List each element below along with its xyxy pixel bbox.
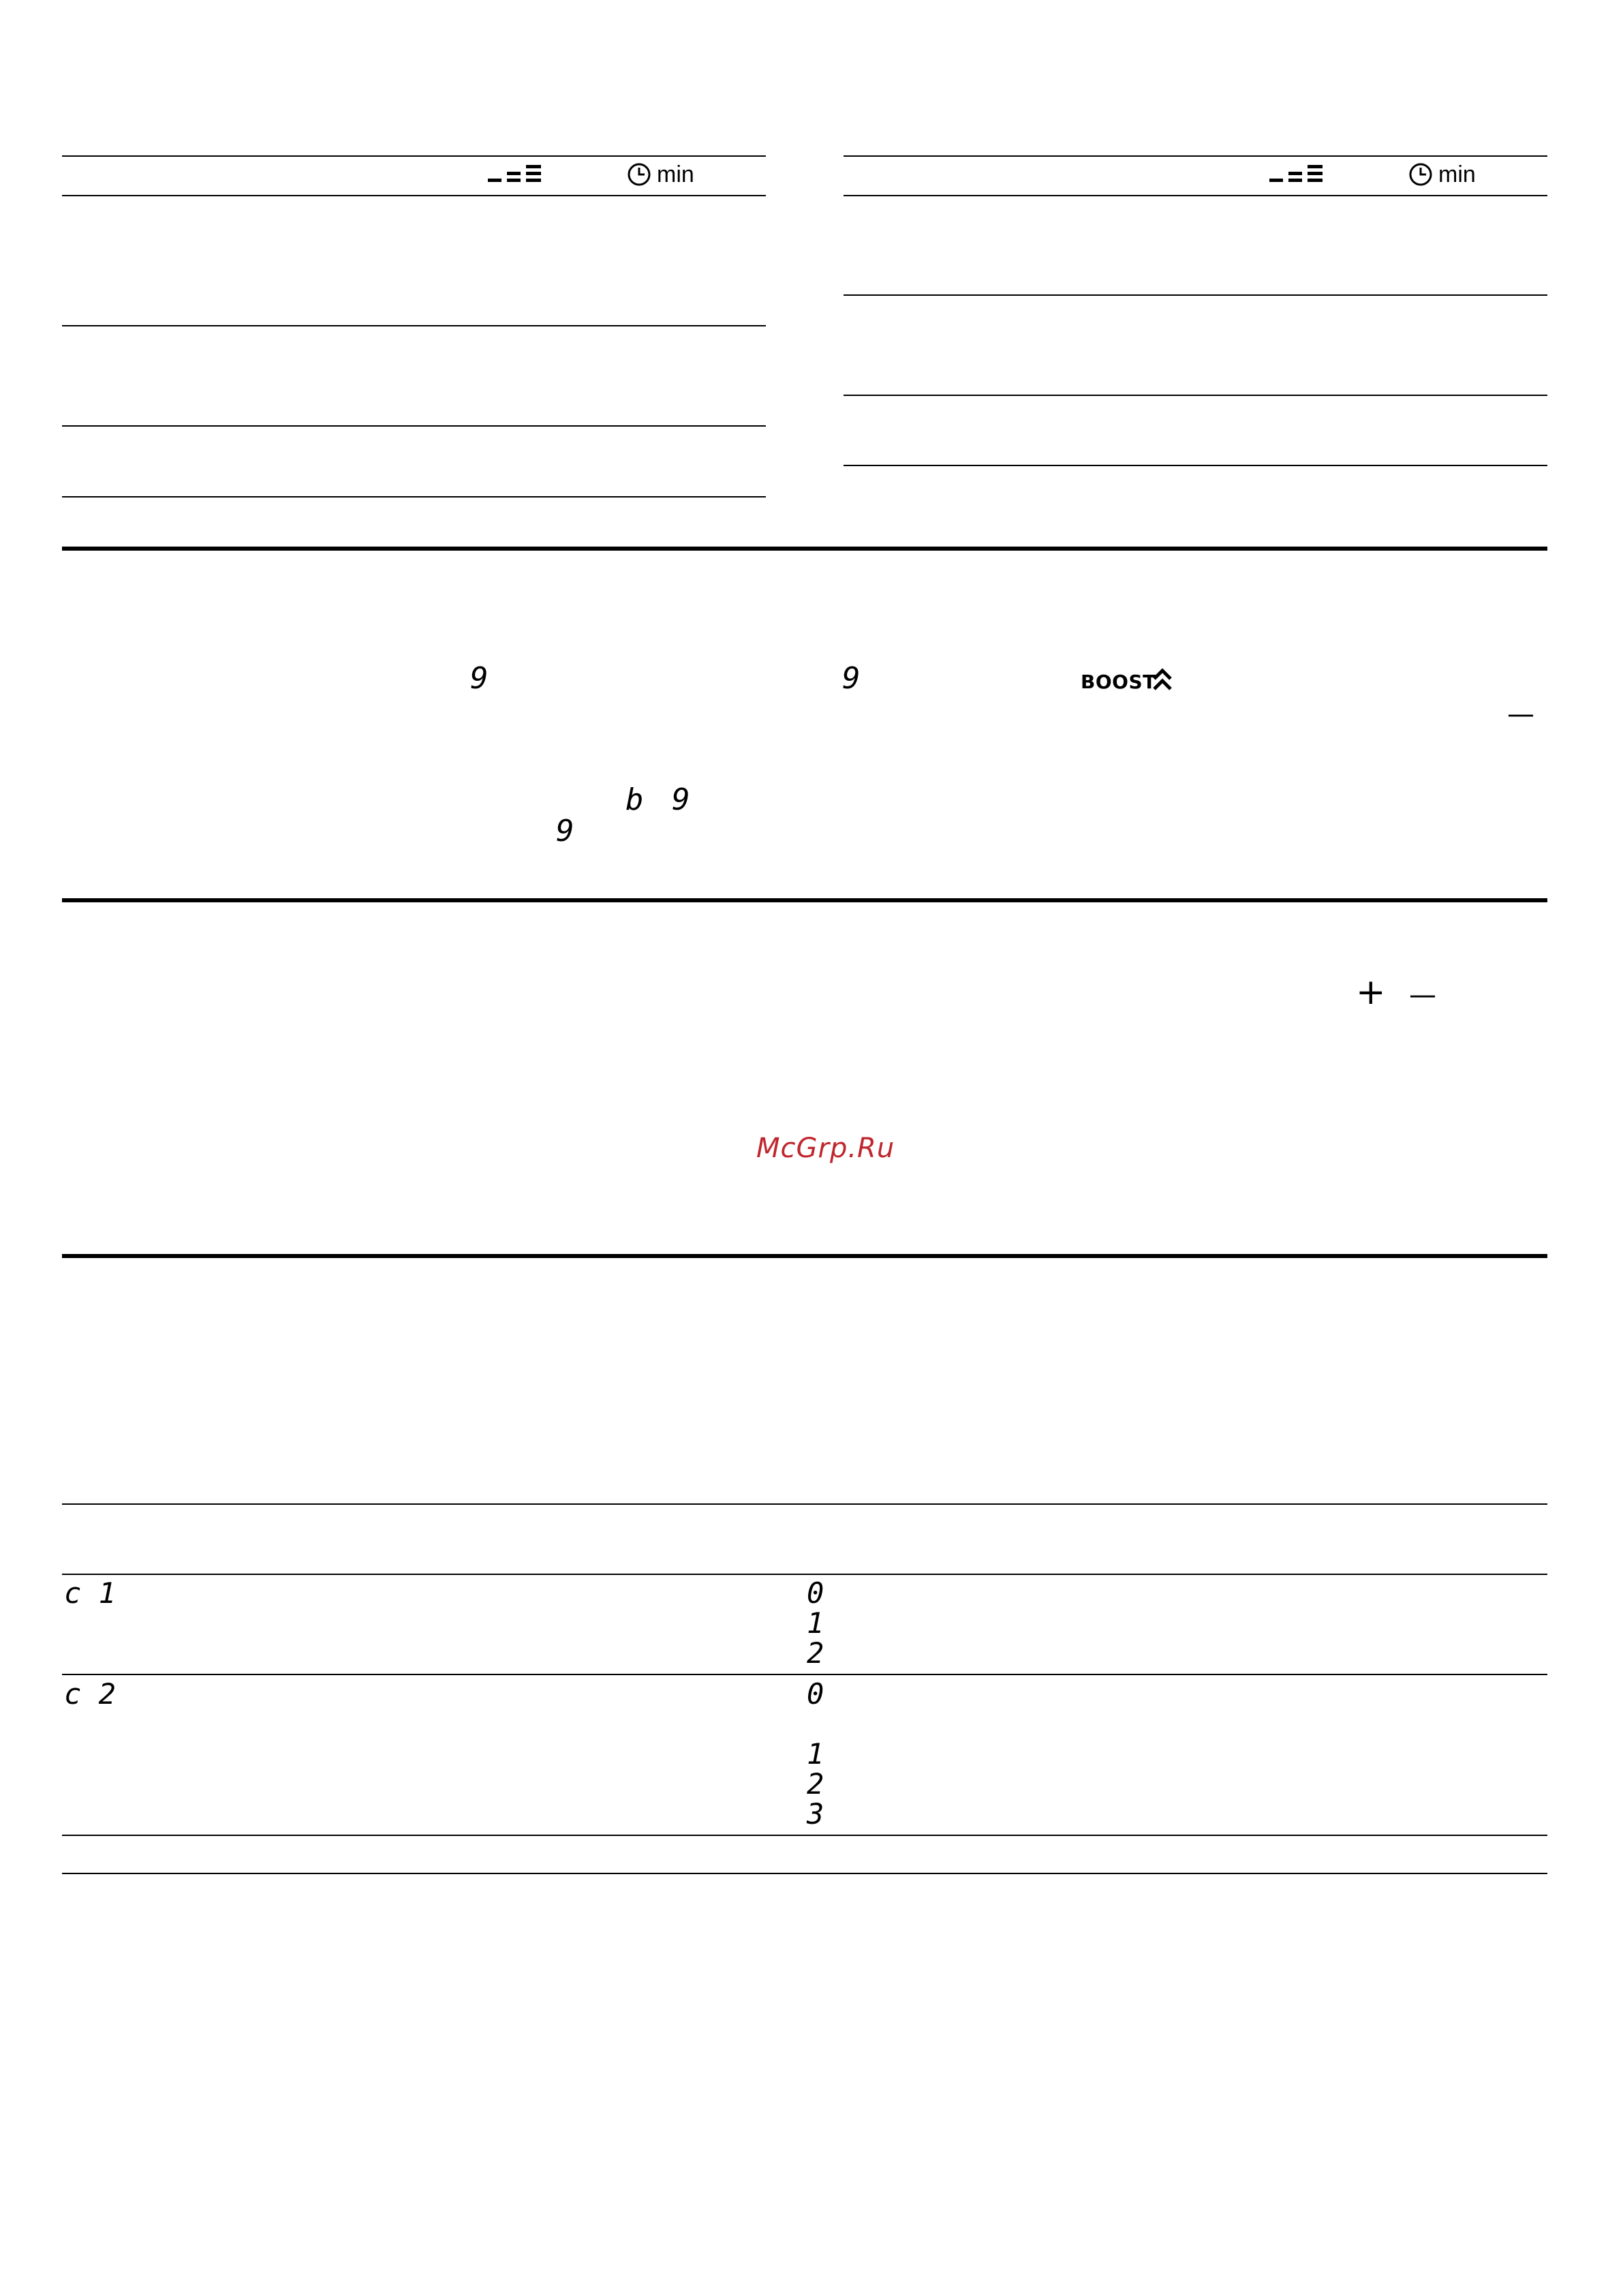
settings-table-header-rule bbox=[62, 1574, 1547, 1575]
left-time-unit: min bbox=[657, 162, 694, 187]
section-divider bbox=[62, 898, 1547, 902]
right-table-header-rule bbox=[844, 195, 1547, 196]
clock-icon bbox=[1408, 162, 1433, 187]
settings-table-row-rule bbox=[62, 1674, 1547, 1675]
setting-value: 2 bbox=[807, 1636, 824, 1670]
settings-table-top-rule bbox=[62, 1503, 1547, 1505]
boost-label: BOOST bbox=[1081, 671, 1156, 693]
setting-code: c 2 bbox=[64, 1677, 116, 1711]
right-table-row-rule bbox=[844, 395, 1547, 396]
right-table-row-rule bbox=[844, 465, 1547, 466]
setting-value: 0 bbox=[807, 1576, 824, 1610]
watermark: McGrp.Ru bbox=[756, 1133, 895, 1164]
section-divider bbox=[62, 547, 1547, 551]
right-table-row-rule bbox=[844, 294, 1547, 296]
settings-table-bottom-rule bbox=[62, 1873, 1547, 1874]
left-table-top-rule bbox=[62, 155, 766, 157]
setting-value: 1 bbox=[807, 1606, 824, 1640]
display-letter-b: b bbox=[625, 782, 644, 817]
right-table-top-rule bbox=[844, 155, 1547, 157]
settings-table-row-rule bbox=[62, 1835, 1547, 1836]
plus-symbol: + bbox=[1356, 972, 1386, 1013]
setting-value: 2 bbox=[807, 1767, 824, 1801]
minus-symbol: — bbox=[1507, 699, 1534, 730]
clock-icon bbox=[627, 162, 651, 187]
setting-code: c 1 bbox=[64, 1576, 116, 1610]
left-table-row-rule bbox=[62, 325, 766, 326]
power-levels-icon bbox=[486, 162, 545, 187]
power-levels-icon bbox=[1268, 162, 1327, 187]
display-digit: 9 bbox=[672, 782, 690, 817]
display-digit: 9 bbox=[556, 814, 574, 848]
setting-value: 3 bbox=[807, 1797, 824, 1831]
left-table-header-rule bbox=[62, 195, 766, 196]
display-digit: 9 bbox=[842, 661, 861, 696]
display-digit: 9 bbox=[470, 661, 489, 696]
right-time-unit: min bbox=[1438, 162, 1476, 187]
left-table-row-rule bbox=[62, 496, 766, 498]
setting-value: 1 bbox=[807, 1737, 824, 1771]
minus-symbol: — bbox=[1409, 979, 1436, 1011]
section-divider bbox=[62, 1254, 1547, 1258]
double-chevron-up-icon bbox=[1151, 668, 1173, 692]
left-table-row-rule bbox=[62, 425, 766, 427]
setting-value: 0 bbox=[807, 1677, 824, 1711]
